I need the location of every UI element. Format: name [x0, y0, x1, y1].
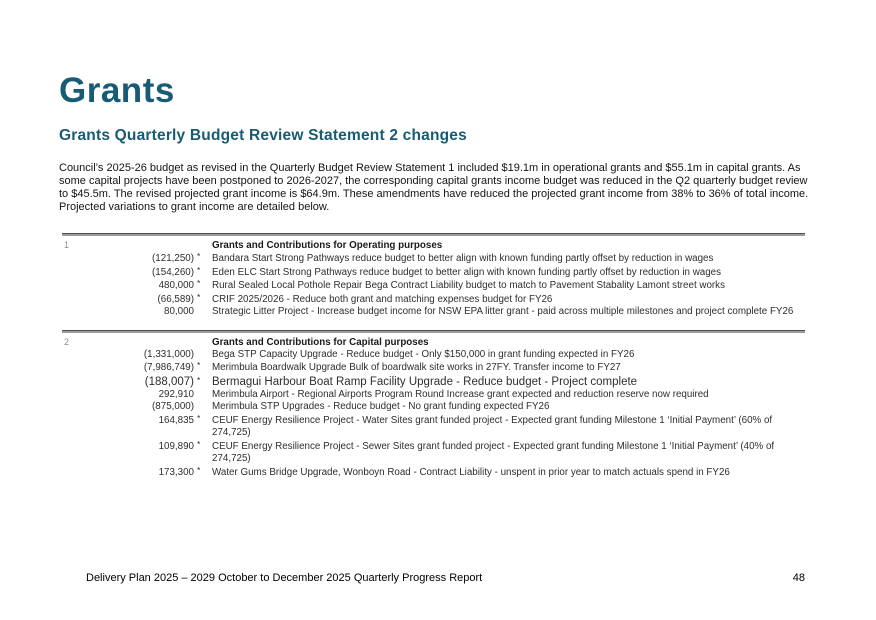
- table-row: [62, 306, 805, 319]
- description-cell: CEUF Energy Resilience Project - Water Sites grant funded project - Expected grant funding Milestone 1 ‘Initial Payment’ (60% of 274,725): [212, 414, 773, 438]
- amount-cell: (188,007): [144, 375, 194, 388]
- description-cell: CEUF Energy Resilience Project - Sewer Sites grant funded project - Expected grant funding Milestone 1 ‘Initial Payment’ (40% of 274,725): [212, 440, 775, 464]
- note-asterisk: *: [197, 360, 201, 370]
- table-row: [62, 414, 805, 440]
- page-number: 48: [792, 572, 805, 584]
- table-row: [62, 293, 805, 307]
- amount-cell: 292,910: [158, 388, 194, 400]
- amount-cell: (875,000): [152, 401, 194, 412]
- description-cell: Water Gums Bridge Upgrade, Wonboyn Road - Contract Liability - unspent in prior year to match actuals spend in FY26: [212, 466, 730, 478]
- amount-cell: (66,589): [157, 293, 194, 305]
- table-row: [62, 466, 805, 480]
- description-cell: CRIF 2025/2026 - Reduce both grant and matching expenses budget for FY26: [212, 293, 553, 305]
- note-asterisk: *: [197, 291, 201, 302]
- description-cell: Merimbula Boardwalk Upgrade Bulk of boardwalk site works in 27FY. Transfer income to FY27: [212, 362, 621, 373]
- section-header: Grants and Contributions for Operating purposes: [212, 240, 443, 251]
- note-asterisk: *: [197, 374, 201, 385]
- note-asterisk: *: [197, 464, 201, 475]
- note-asterisk: *: [197, 251, 201, 261]
- table-rule: [62, 330, 805, 333]
- table-row: [62, 375, 805, 389]
- table-rule: [62, 233, 805, 236]
- table-row: [62, 389, 805, 402]
- section-number: 2: [64, 336, 70, 347]
- amount-cell: 480,000: [158, 280, 194, 291]
- amount-cell: (1,331,000): [143, 348, 194, 360]
- amount-cell: (121,250): [152, 253, 194, 264]
- description-cell: Eden ELC Start Strong Pathways reduce budget to better align with known funding partly offset by reduction in wages: [212, 266, 722, 278]
- description-cell: Merimbula STP Upgrades - Reduce budget - No grant funding expected FY26: [212, 401, 550, 412]
- page-footer: [86, 572, 805, 584]
- note-asterisk: *: [197, 438, 201, 449]
- amount-cell: 109,890: [158, 440, 194, 452]
- table-row: [62, 266, 805, 280]
- note-asterisk: *: [197, 278, 201, 288]
- table-row: [62, 361, 805, 375]
- description-cell: Strategic Litter Project - Increase budget income for NSW EPA litter grant - paid across multiple milestones and project complete FY26: [212, 306, 794, 317]
- amount-cell: 80,000: [164, 306, 194, 317]
- section-rows: [62, 349, 805, 480]
- description-cell: Bega STP Capacity Upgrade - Reduce budget - Only $150,000 in grant funding expected in FY26: [212, 348, 635, 360]
- table-section: [62, 233, 805, 319]
- footer-text: Delivery Plan 2025 – 2029 October to December 2025 Quarterly Progress Report: [86, 572, 483, 584]
- intro-paragraph: Council’s 2025-26 budget as revised in the Quarterly Budget Review Statement 1 included $19.1m in operational grants and $55.1m in capital grants. As some capital projects have been postponed to 2026-2027, the corresponding capital grants income budget was reduced in the Q2 quarterly budget review to $45.5m. The revised projected grant income is $64.9m. These amendments have reduced the projected grant income from 38% to 36% of total income. Projected variations to grant income are detailed below.: [59, 162, 809, 213]
- section-header: Grants and Contributions for Capital purposes: [212, 336, 429, 348]
- amount-cell: (7,986,749): [143, 362, 194, 373]
- amount-cell: 164,835: [158, 414, 194, 426]
- note-asterisk: *: [197, 264, 201, 275]
- description-cell: Merimbula Airport - Regional Airports Program Round Increase grant expected and reduction reserve now required: [212, 388, 709, 400]
- description-cell: Bermagui Harbour Boat Ramp Facility Upgrade - Reduce budget - Project complete: [212, 375, 638, 388]
- tables: [62, 233, 805, 479]
- table-row: [62, 440, 805, 466]
- description-cell: Bandara Start Strong Pathways reduce budget to better align with known funding partly offset by reduction in wages: [212, 253, 714, 264]
- table-row: [62, 349, 805, 362]
- amount-cell: 173,300: [158, 466, 194, 478]
- section-header-row: [62, 336, 805, 349]
- description-cell: Rural Sealed Local Pothole Repair Bega Contract Liability budget to match to Pavement Stabality Lamont street works: [212, 280, 725, 291]
- section-number: 1: [64, 240, 70, 250]
- table-row: [62, 401, 805, 414]
- page-subtitle: Grants Quarterly Budget Review Statement 2 changes: [59, 127, 467, 144]
- section-rows: [62, 252, 805, 319]
- table-row: [62, 252, 805, 266]
- note-asterisk: *: [197, 412, 201, 423]
- amount-cell: (154,260): [152, 266, 194, 278]
- page-title: Grants: [59, 71, 175, 110]
- table-row: [62, 279, 805, 293]
- table-section: [62, 330, 805, 480]
- section-header-row: [62, 239, 805, 252]
